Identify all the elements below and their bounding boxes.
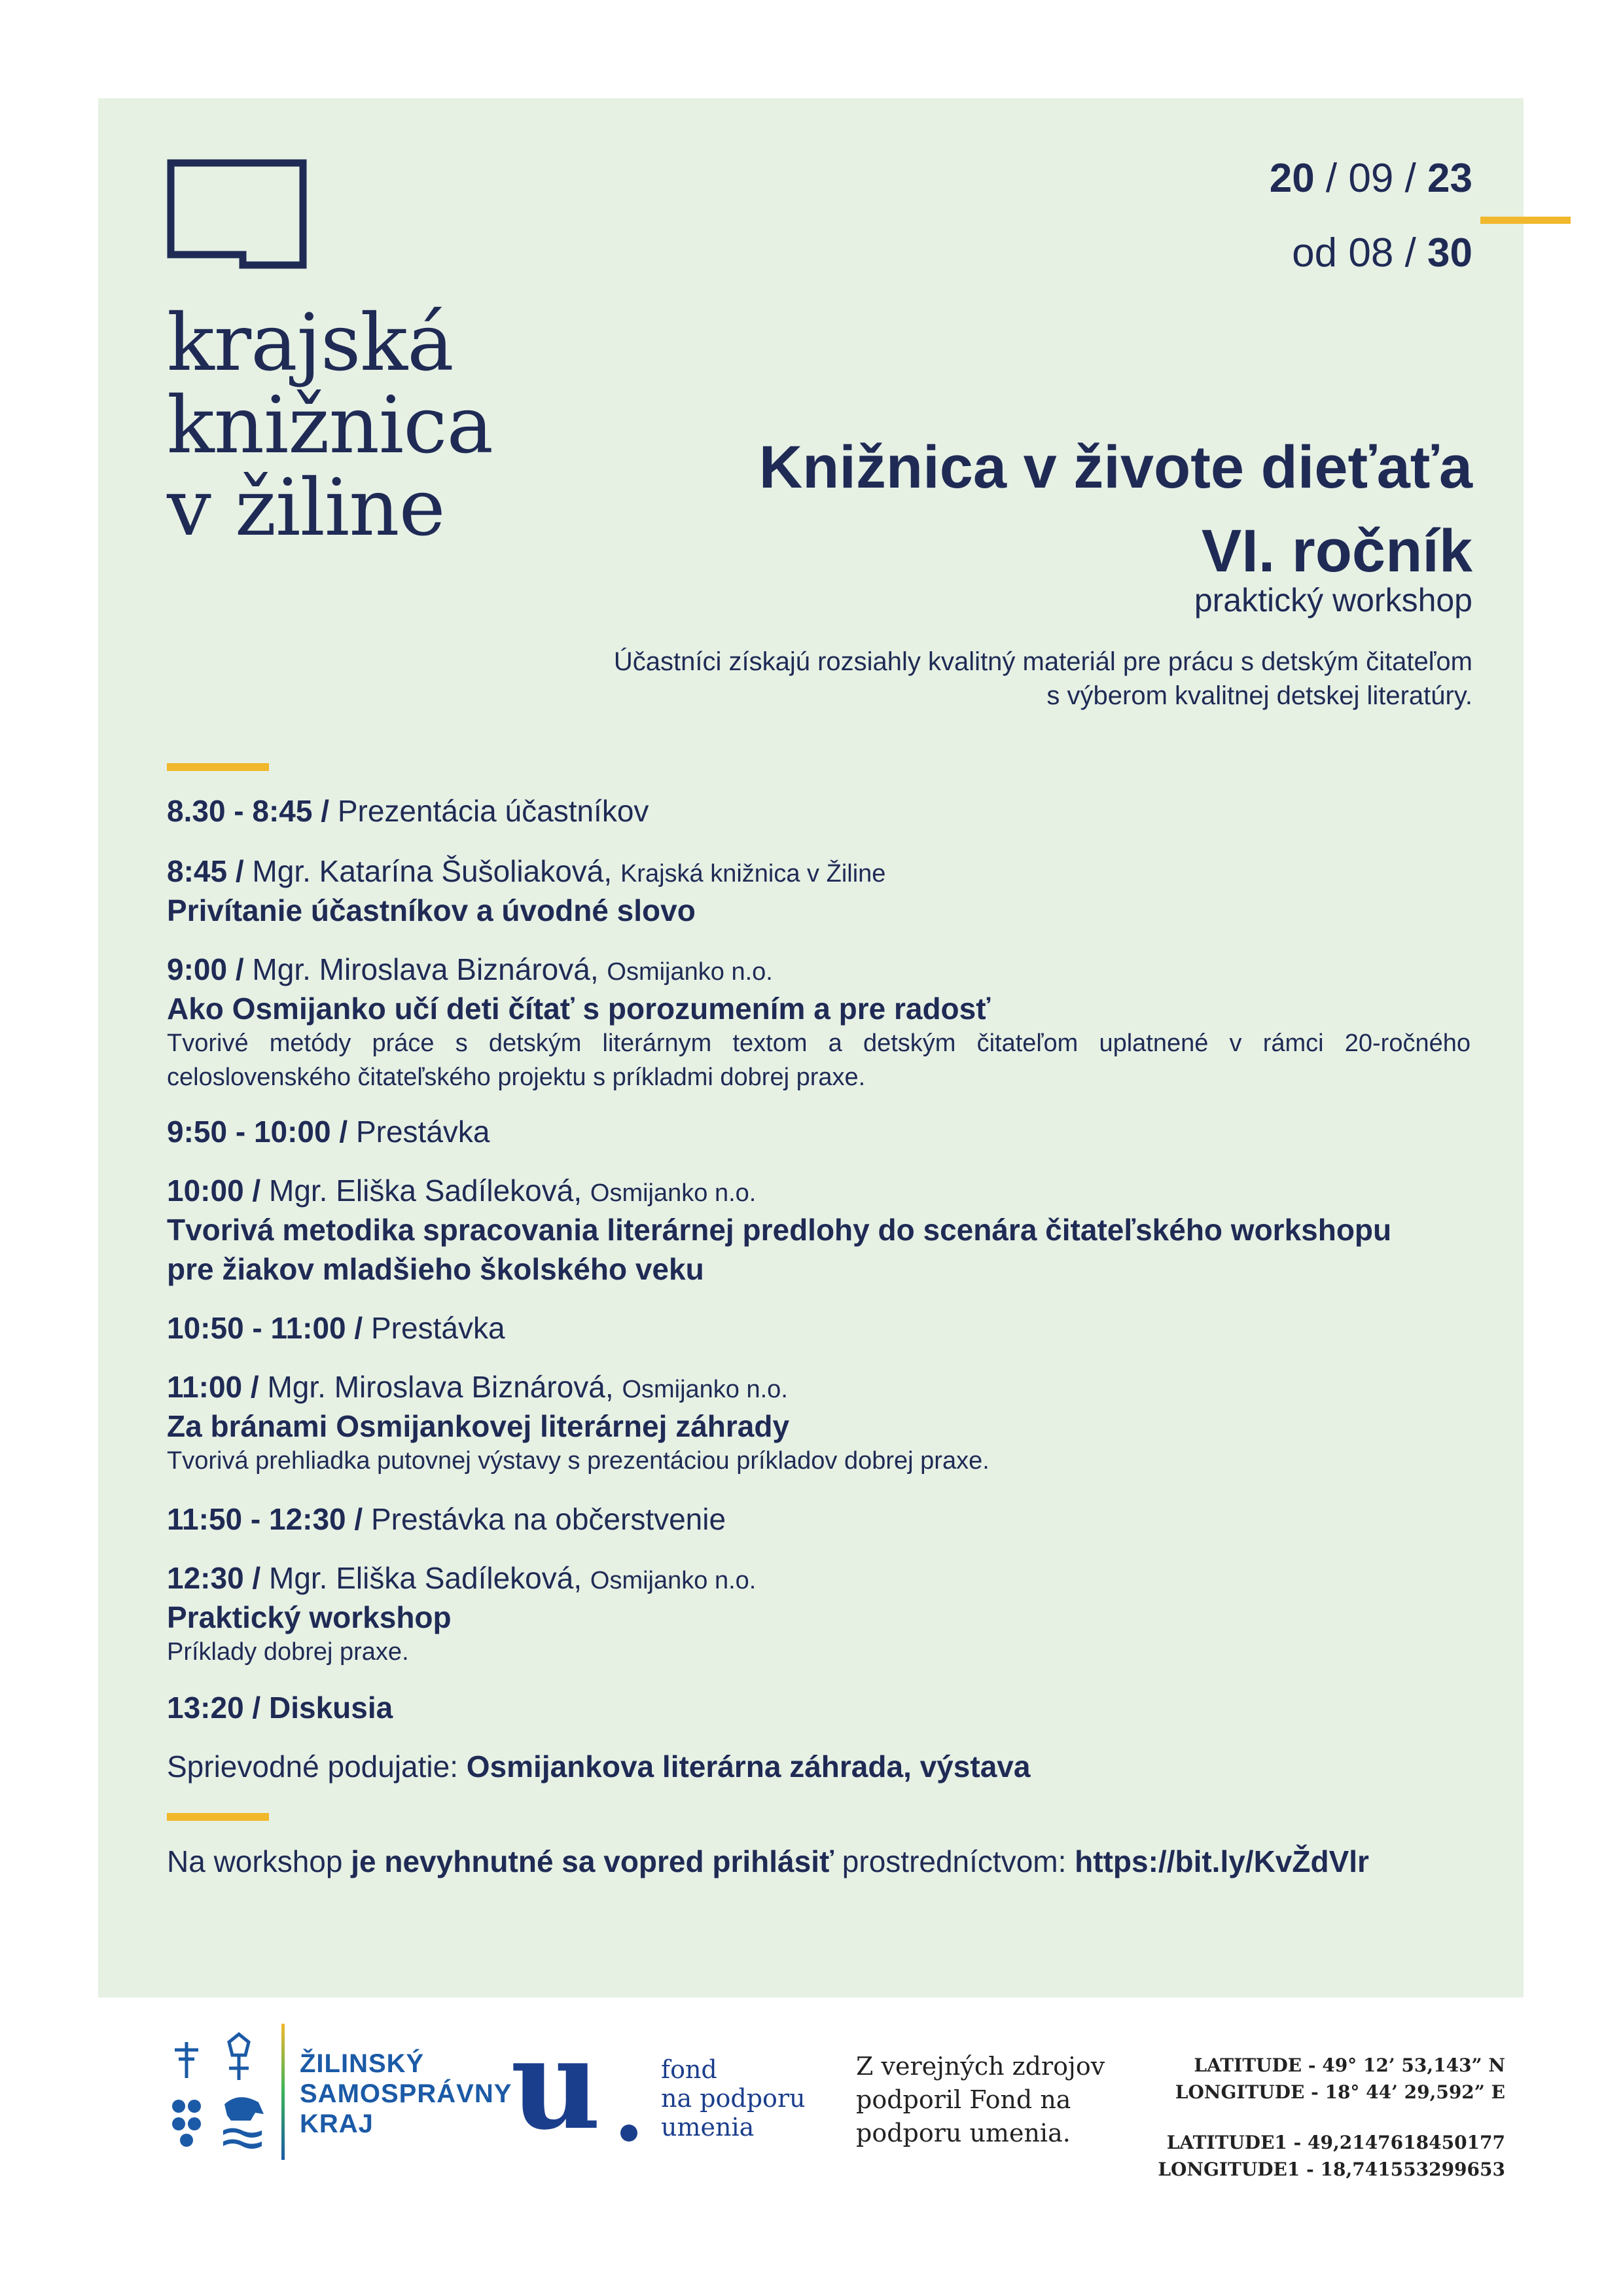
zsk-logo-text	[300, 2049, 512, 2139]
program-organization: Osmijanko n.o.	[590, 1567, 757, 1594]
coordinates-spacer	[1158, 2106, 1505, 2129]
accent-bar	[1480, 217, 1571, 224]
program-time: 10:00	[167, 1174, 244, 1208]
program-separator: /	[227, 952, 253, 986]
registration-link[interactable]: https://bit.ly/KvŽdVlr	[1075, 1844, 1369, 1878]
program-item	[167, 1368, 1471, 1408]
program-time: 12:30	[167, 1561, 244, 1595]
time-row	[1270, 230, 1472, 276]
program-time: 9:00	[167, 952, 228, 986]
program-separator: /	[243, 1174, 269, 1208]
registration-middle: prostredníctvom:	[834, 1844, 1075, 1878]
fond-logo-line: umenia	[661, 2113, 755, 2142]
fond-logo-line: fond	[661, 2055, 717, 2084]
program-separator: /	[227, 854, 253, 888]
program-organization: Osmijanko n.o.	[607, 958, 773, 986]
program-item	[167, 1113, 1471, 1151]
event-description: Účastníci získajú rozsiahly kvalitný materiál pre prácu s detským čitateľom s výberom kvalitnej detskej literatúry.	[613, 647, 1472, 710]
fond-logo-letter: u	[510, 2011, 601, 2157]
accent-bar	[167, 1813, 269, 1821]
library-name-line: krajská	[167, 298, 454, 389]
latitude-text: LATITUDE - 49° 12’ 53,143” N	[1194, 2054, 1505, 2076]
program-separator: /	[242, 1370, 268, 1404]
zsk-logo-line: SAMOSPRÁVNY	[300, 2079, 512, 2108]
latitude-decimal-text: LATITUDE1 - 49,2147618450177	[1166, 2132, 1505, 2153]
date-month: 09	[1348, 156, 1394, 201]
support-note	[856, 2050, 1105, 2150]
program-text: Prezentácia účastníkov	[337, 794, 649, 828]
support-note-line: Z verejných zdrojov	[856, 2052, 1105, 2081]
program-description: Príklady dobrej praxe.	[167, 1638, 409, 1666]
accompanying-value: Osmijankova literárna záhrada, výstava	[466, 1749, 1031, 1784]
support-note-line: podporil Fond na	[856, 2085, 1071, 2114]
program-item	[167, 852, 1471, 893]
program-organization: Osmijanko n.o.	[622, 1376, 788, 1403]
program-separator: /	[243, 1561, 269, 1595]
program-description: Tvorivá prehliadka putovnej výstavy s prezentáciou príkladov dobrej praxe.	[167, 1447, 990, 1475]
program-speaker: Mgr. Eliška Sadíleková,	[269, 1561, 590, 1595]
program-title: Tvorivá metodika spracovania literárnej predlohy do scenára čitateľského workshopu	[167, 1213, 1392, 1247]
library-name-line: v žiline	[167, 463, 445, 554]
program-item: 13:20 / Diskusia	[167, 1691, 393, 1725]
date-row	[1270, 156, 1472, 202]
program-speaker: Mgr. Eliška Sadíleková,	[269, 1174, 590, 1208]
registration-note	[167, 1842, 1471, 1880]
library-name-line: knižnica	[167, 380, 493, 471]
event-subtitle: praktický workshop	[1194, 582, 1472, 619]
event-title-line: VI. ročník	[1201, 518, 1472, 584]
program-text: Prestávka	[355, 1115, 490, 1149]
event-date	[1270, 156, 1472, 276]
program-time: 11:50 - 12:30	[167, 1502, 346, 1536]
fond-logo-text	[661, 2055, 806, 2142]
program-organization: Krajská knižnica v Žiline	[620, 860, 886, 888]
support-note-line: podporu umenia.	[856, 2119, 1071, 2147]
program-time: 10:50 - 11:00	[167, 1311, 346, 1345]
program-speaker: Mgr. Miroslava Biznárová,	[252, 952, 607, 986]
program-time: 8:45	[167, 854, 228, 888]
zsk-logo-line: ŽILINSKÝ	[300, 2049, 425, 2078]
time-from-label: od	[1292, 230, 1349, 276]
library-name	[167, 298, 493, 554]
program-time: 9:50 - 10:00	[167, 1115, 331, 1149]
program-item	[167, 1500, 1471, 1538]
date-separator: /	[1314, 156, 1349, 201]
program-title: pre žiakov mladšieho školského veku	[167, 1252, 704, 1286]
time-minute: 30	[1427, 230, 1472, 276]
program-item	[167, 792, 1471, 830]
program-time: 11:00	[167, 1370, 243, 1404]
zsk-coat-of-arms-icon	[167, 2029, 272, 2153]
fond-logo-line: na podporu	[661, 2084, 806, 2113]
program-text: Prestávka na občerstvenie	[371, 1502, 726, 1536]
coordinates	[1158, 2052, 1505, 2183]
time-hour: 08	[1348, 230, 1394, 276]
program-speaker: Mgr. Katarína Šušoliaková,	[252, 854, 620, 888]
zsk-logo-line: KRAJ	[300, 2109, 374, 2138]
event-title-line: Knižnica v živote dieťaťa	[758, 434, 1472, 501]
program-organization: Osmijanko n.o.	[590, 1179, 757, 1207]
longitude-decimal-text: LONGITUDE1 - 18,741553299653	[1158, 2159, 1505, 2180]
time-separator: /	[1393, 230, 1428, 276]
registration-prefix: Na workshop	[167, 1844, 351, 1878]
accent-bar	[167, 763, 269, 771]
longitude-text: LONGITUDE - 18° 44’ 29,592” E	[1175, 2081, 1505, 2103]
date-separator: /	[1393, 156, 1428, 201]
program-item	[167, 1172, 1471, 1212]
library-logo-icon	[167, 159, 307, 269]
program-time: 8.30 - 8:45	[167, 794, 313, 828]
program-text: Prestávka	[371, 1311, 505, 1345]
accompanying-event	[167, 1748, 1471, 1785]
program-separator: /	[346, 1502, 371, 1536]
program-title: Praktický workshop	[167, 1600, 452, 1634]
program-description: Tvorivé metódy práce s detským literárnym textom a detským čitateľom uplatnené v rámci 20-ročného celoslovenského čitateľského projektu s príkladmi dobrej praxe.	[167, 1030, 1471, 1091]
program-item	[167, 1309, 1471, 1347]
accompanying-label: Sprievodné podujatie:	[167, 1749, 467, 1784]
program-separator: /	[346, 1311, 371, 1345]
date-day: 20	[1269, 156, 1315, 201]
zsk-divider	[281, 2024, 285, 2160]
fond-logo-dot	[620, 2125, 637, 2142]
registration-emphasis: je nevyhnutné sa vopred prihlásiť	[351, 1844, 834, 1878]
program-speaker: Mgr. Miroslava Biznárová,	[267, 1370, 622, 1404]
program-title: Privítanie účastníkov a úvodné slovo	[167, 893, 696, 927]
event-title	[759, 425, 1472, 593]
date-year: 23	[1427, 156, 1472, 201]
program-title: Za bránami Osmijankovej literárnej záhrady	[167, 1409, 790, 1443]
program-item	[167, 1559, 1471, 1600]
program-title: Ako Osmijanko učí deti čítať s porozumením a pre radosť	[167, 992, 991, 1026]
program-separator: /	[330, 1115, 356, 1149]
program-separator: /	[312, 794, 338, 828]
program-item	[167, 950, 1471, 991]
